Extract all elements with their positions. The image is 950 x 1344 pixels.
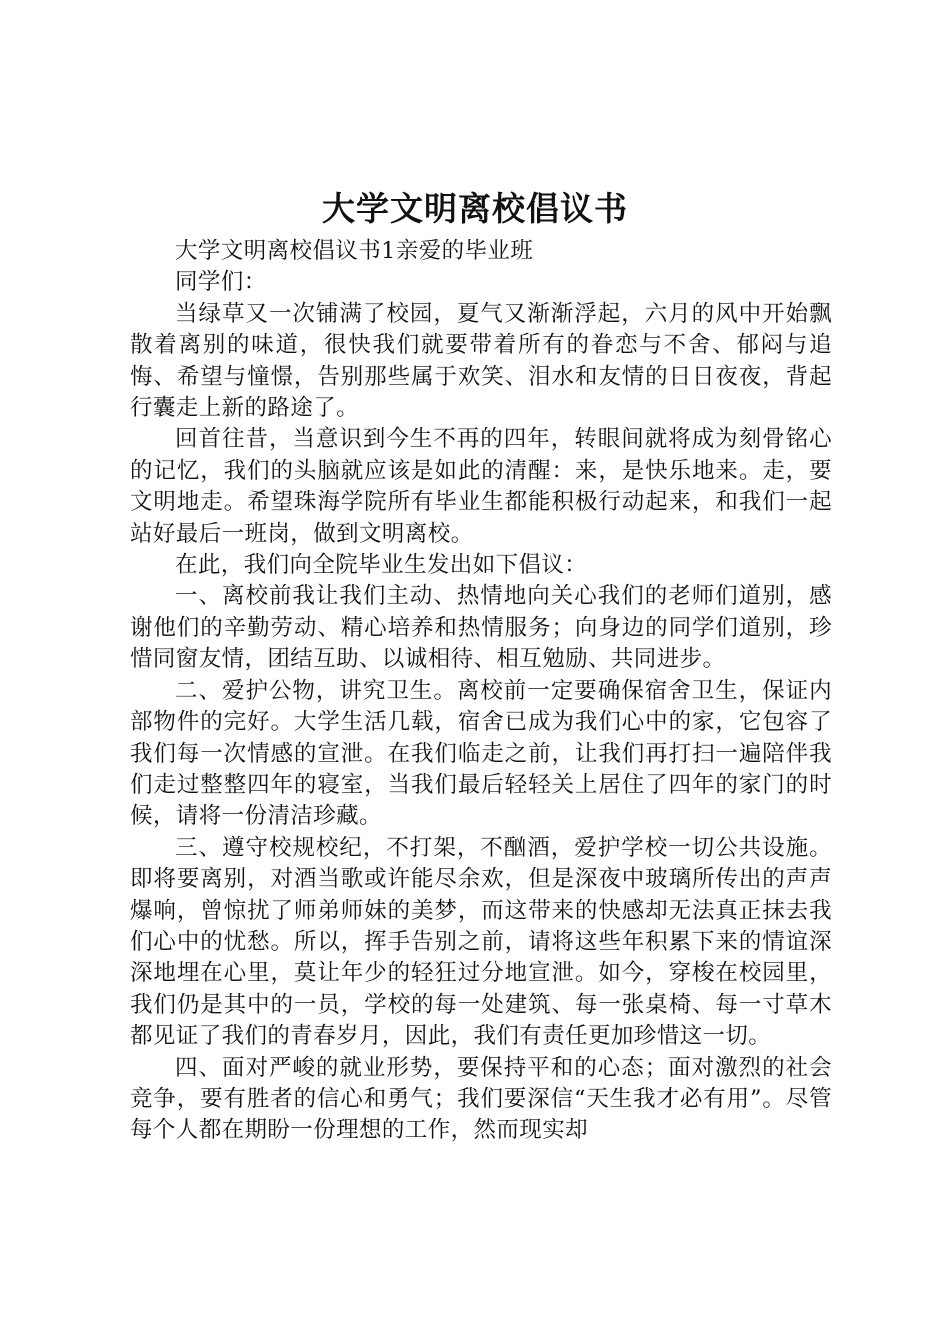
paragraph-salutation: 同学们： bbox=[175, 269, 267, 296]
paragraph-intro: 当绿草又一次铺满了校园，夏气又渐渐浮起，六月的风中开始飘散着离别的味道，很快我们就要带着所有的眷恋与不舍、郁闷与追悔、希望与憧憬，告别那些属于欢笑、泪水和友情的日日夜夜，背起行囊走上新的路途了。 bbox=[130, 300, 832, 422]
paragraph-heading-line: 大学文明离校倡议书1亲爱的毕业班 bbox=[175, 238, 534, 264]
paragraph-proposal-lead: 在此，我们向全院毕业生发出如下倡议： bbox=[175, 552, 588, 579]
document-body bbox=[130, 236, 832, 1147]
paragraph-reflection: 回首往昔，当意识到今生不再的四年，转眼间就将成为刻骨铭心的记忆，我们的头脑就应该是如此的清醒：来，是快乐地来。走，要文明地走。希望珠海学院所有毕业生都能积极行动起来，和我们一起站好最后一班岗，做到文明离校。 bbox=[130, 426, 832, 547]
paragraph-proposal-1: 一、离校前我让我们主动、热情地向关心我们的老师们道别，感谢他们的辛勤劳动、精心培养和热情服务；向身边的同学们道别，珍惜同窗友情，团结互助、以诚相待、相互勉励、共同进步。 bbox=[130, 583, 832, 673]
paragraph-proposal-4: 四、面对严峻的就业形势，要保持平和的心态；面对激烈的社会竞争，要有胜者的信心和勇气；我们要深信“天生我才必有用”。尽管每个人都在期盼一份理想的工作，然而现实却 bbox=[130, 1054, 832, 1144]
paragraph-proposal-3: 三、遵守校规校纪，不打架，不酗酒，爱护学校一切公共设施。即将要离别，对酒当歌或许能尽余欢，但是深夜中玻璃所传出的声声爆响，曾惊扰了师弟师妹的美梦，而这带来的快感却无法真正抹去我们心中的忧愁。所以，挥手告别之前，请将这些年积累下来的情谊深深地埋在心里，莫让年少的轻狂过分地宣泄。如今，穿梭在校园里，我们仍是其中的一员，学校的每一处建筑、每一张桌椅、每一寸草木都见证了我们的青春岁月，因此，我们有责任更加珍惜这一切。 bbox=[130, 834, 832, 1050]
document-title: 大学文明离校倡议书 bbox=[322, 189, 628, 228]
paragraph-proposal-2: 二、爱护公物，讲究卫生。离校前一定要确保宿舍卫生，保证内部物件的完好。大学生活几载，宿舍已成为我们心中的家，它包容了我们每一次情感的宣泄。在我们临走之前，让我们再打扫一遍陪伴我们走过整整四年的寝室，当我们最后轻轻关上居住了四年的家门的时候，请将一份清洁珍藏。 bbox=[130, 677, 832, 830]
